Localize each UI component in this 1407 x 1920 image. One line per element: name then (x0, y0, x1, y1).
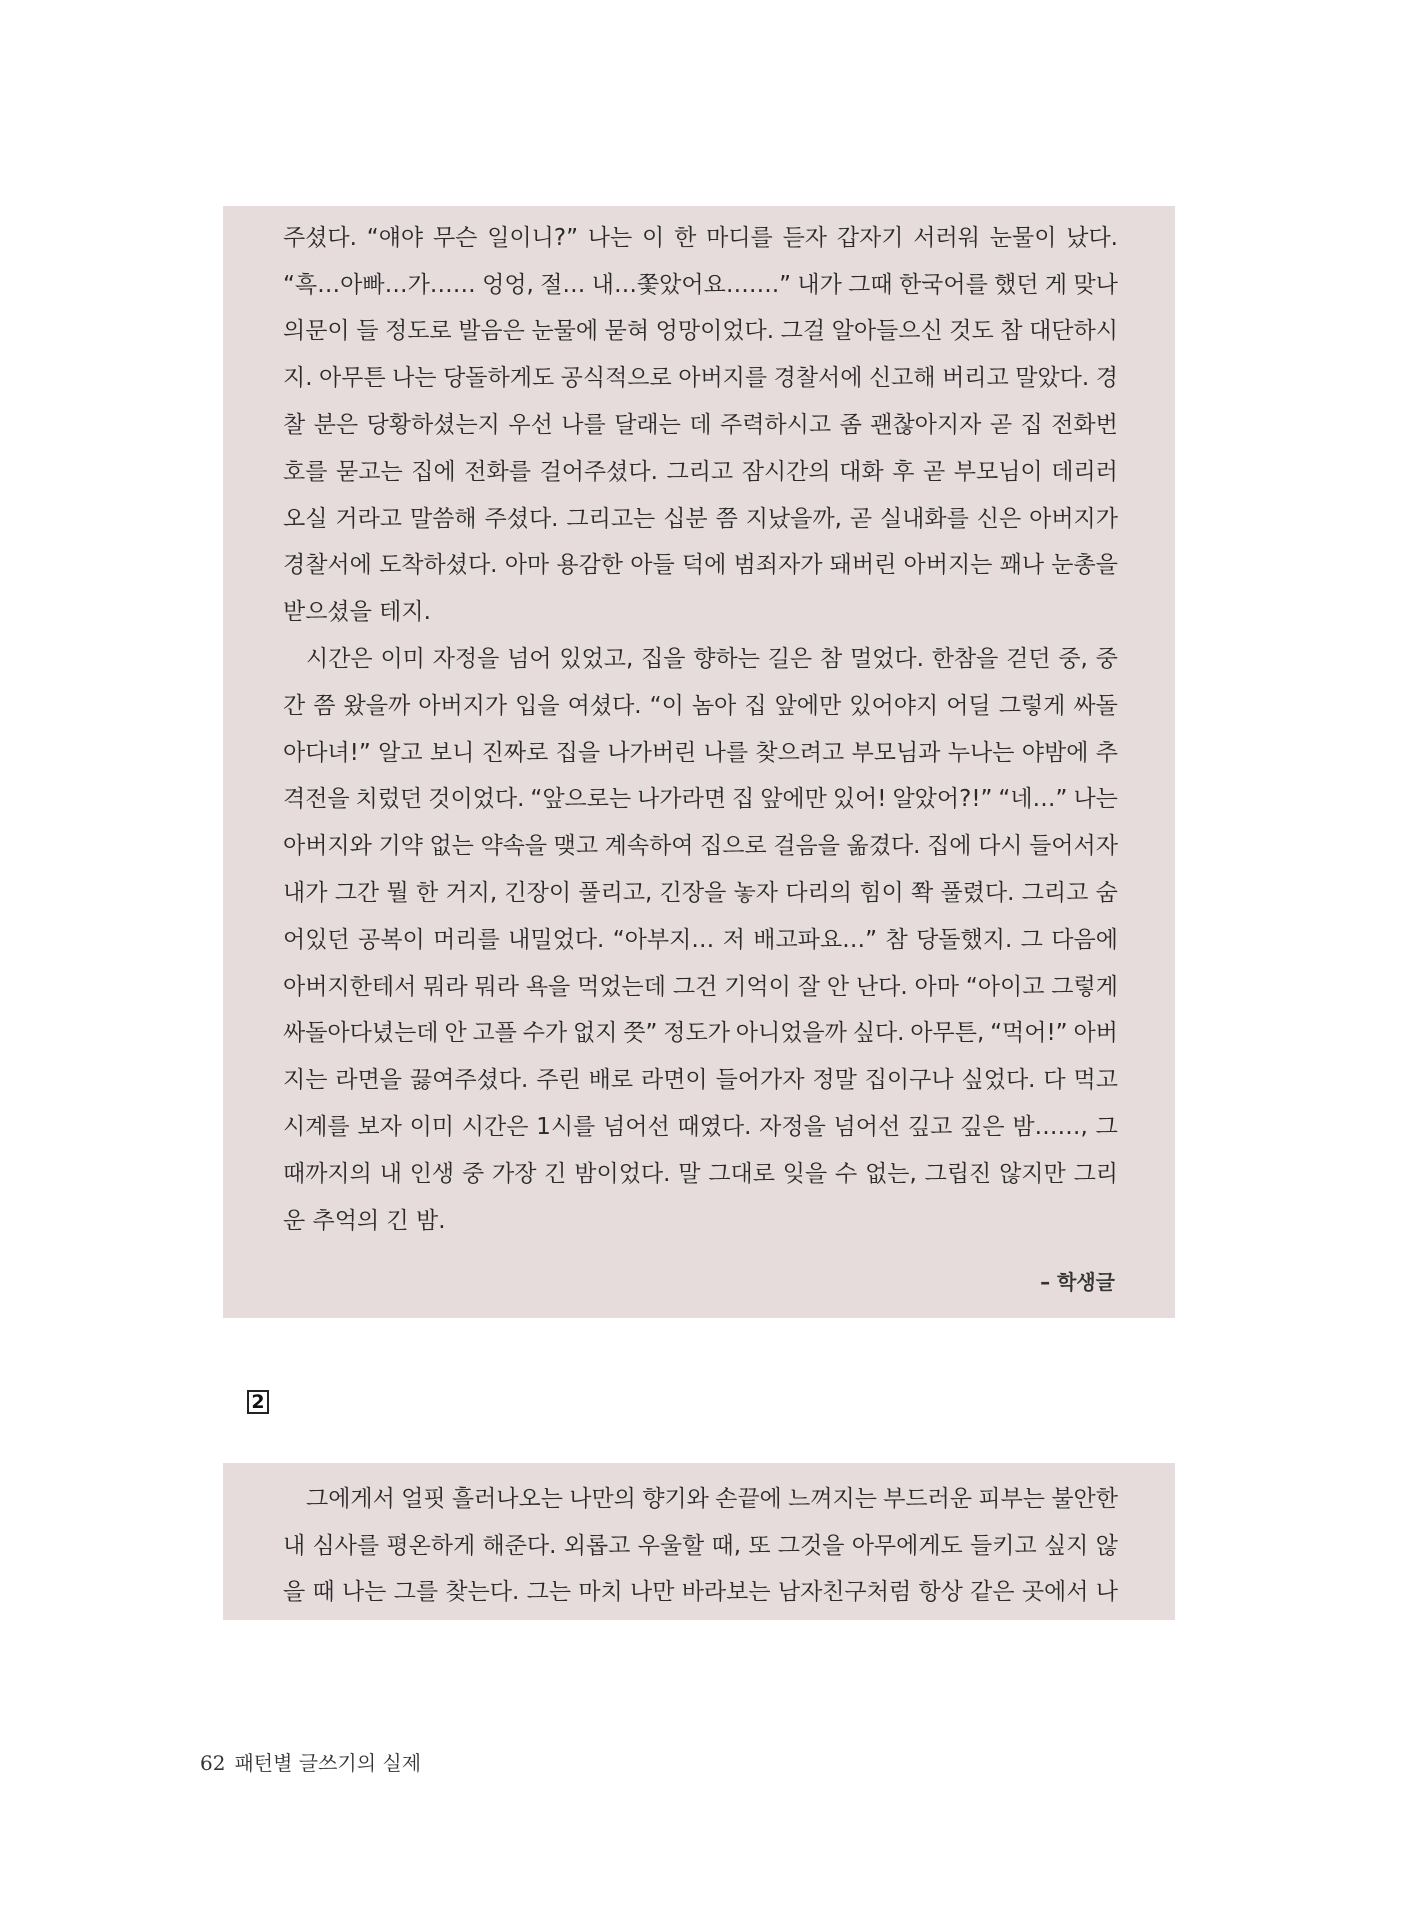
text-line: 주셨다. “얘야 무슨 일이니?” 나는 이 한 마디를 듣자 갑자기 서러워 눈물이 났다. (283, 224, 1118, 251)
text-line: 싸돌아다녔는데 안 고플 수가 없지 쯧” 정도가 아니었을까 싶다. 아무튼, “먹어!” 아버 (283, 1020, 1118, 1047)
text-line: 운 추억의 긴 밤. (283, 1207, 446, 1234)
text-line: 지. 아무튼 나는 당돌하게도 공식적으로 아버지를 경찰서에 신고해 버리고 말았다. 경 (283, 365, 1118, 392)
text-line: 오실 거라고 말씀해 주셨다. 그리고는 십분 쯤 지났을까, 곧 실내화를 신은 아버지가 (283, 505, 1118, 532)
text-line: 의문이 들 정도로 발음은 눈물에 묻혀 엉망이었다. 그걸 알아들으신 것도 참 대단하시 (283, 318, 1118, 345)
text-line: 아버지한테서 뭐라 뭐라 욕을 먹었는데 그건 기억이 잘 안 난다. 아마 “아이고 그렇게 (283, 973, 1118, 1000)
text-line: 받으셨을 테지. (283, 599, 431, 626)
text-line: 경찰서에 도착하셨다. 아마 용감한 아들 덕에 범죄자가 돼버린 아버지는 꽤나 눈총을 (283, 552, 1118, 579)
section-number-badge: 2 (247, 1390, 269, 1414)
text-line: 시계를 보자 이미 시간은 1시를 넘어선 때였다. 자정을 넘어선 깊고 깊은 밤……, 그 (283, 1114, 1118, 1141)
text-line: 아다녀!” 알고 보니 진짜로 집을 나가버린 나를 찾으려고 부모님과 누나는 야밤에 추 (283, 739, 1118, 766)
text-line: 찰 분은 당황하셨는지 우선 나를 달래는 데 주력하시고 좀 괜찮아지자 곧 집 전화번 (283, 412, 1118, 439)
text-line: 지는 라면을 끓여주셨다. 주린 배로 라면이 들어가자 정말 집이구나 싶었다. 다 먹고 (283, 1067, 1118, 1094)
book-title: 패턴별 글쓰기의 실제 (234, 1751, 422, 1775)
excerpt-text (283, 1463, 1118, 1616)
page-number: 62 (200, 1751, 226, 1775)
text-line: “흑…아빠…가…… 엉엉, 절… 내…쫓았어요…….” 내가 그때 한국어를 했던 게 맞나 (283, 271, 1118, 298)
text-line: 간 쯤 왔을까 아버지가 입을 여셨다. “이 놈아 집 앞에만 있어야지 어딜 그렇게 싸돌 (283, 692, 1118, 719)
excerpt-box-1 (223, 206, 1175, 1318)
text-line: 어있던 공복이 머리를 내밀었다. “아부지… 저 배고파요…” 참 당돌했지. 그 다음에 (283, 926, 1118, 953)
text-line: 호를 묻고는 집에 전화를 걸어주셨다. 그리고 잠시간의 대화 후 곧 부모님이 데리러 (283, 458, 1118, 485)
page-footer (200, 1747, 421, 1776)
text-line: 내 심사를 평온하게 해준다. 외롭고 우울할 때, 또 그것을 아무에게도 들키고 싶지 않 (283, 1532, 1118, 1559)
excerpt-box-2 (223, 1463, 1175, 1620)
text-line: 그에게서 얼핏 흘러나오는 나만의 향기와 손끝에 느껴지는 부드러운 피부는 불안한 (306, 1485, 1118, 1512)
text-line: 격전을 치렀던 것이었다. “앞으로는 나가라면 집 앞에만 있어! 알았어?!” “네…” 나는 (283, 786, 1118, 813)
text-line: 을 때 나는 그를 찾는다. 그는 마치 나만 바라보는 남자친구처럼 항상 같은 곳에서 나 (283, 1579, 1118, 1606)
source-credit: – 학생글 (1040, 1270, 1115, 1294)
text-line: 시간은 이미 자정을 넘어 있었고, 집을 향하는 길은 참 멀었다. 한참을 걷던 중, 중 (306, 646, 1118, 673)
text-line: 때까지의 내 인생 중 가장 긴 밤이었다. 말 그대로 잊을 수 없는, 그립진 않지만 그리 (283, 1160, 1118, 1187)
excerpt-text (283, 206, 1118, 1245)
text-line: 아버지와 기약 없는 약속을 맺고 계속하여 집으로 걸음을 옮겼다. 집에 다시 들어서자 (283, 833, 1118, 860)
text-line: 내가 그간 뭘 한 거지, 긴장이 풀리고, 긴장을 놓자 다리의 힘이 쫙 풀렸다. 그리고 숨 (283, 880, 1118, 907)
